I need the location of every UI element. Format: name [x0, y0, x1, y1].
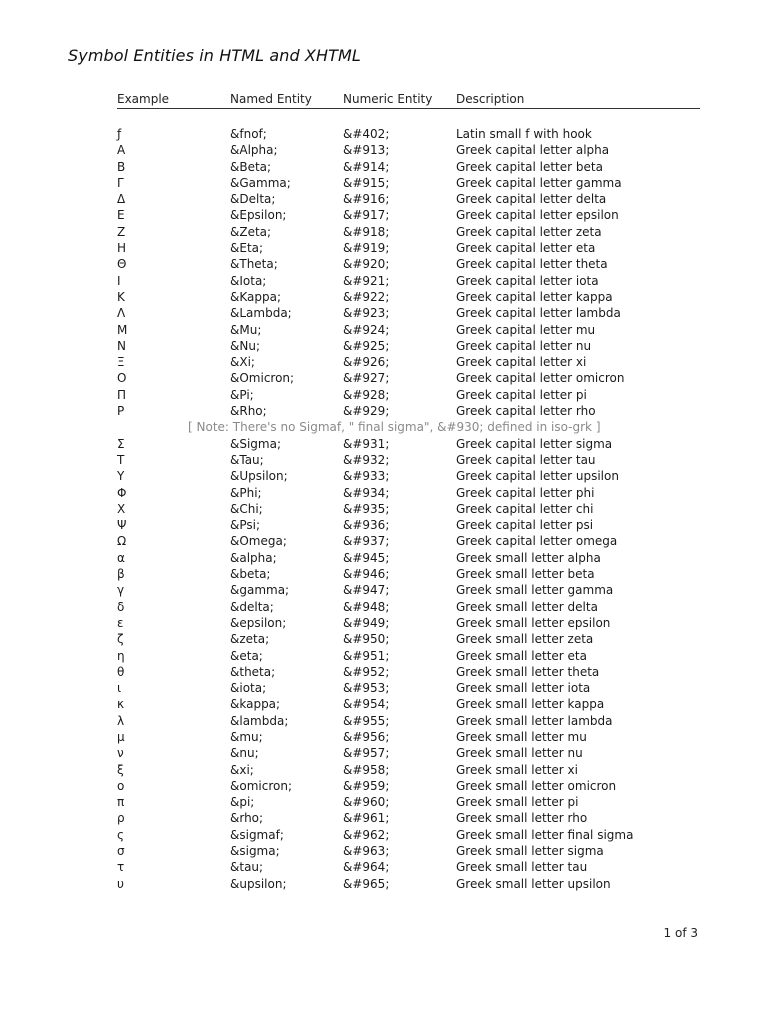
description: Greek small letter sigma [456, 844, 604, 859]
example-glyph: π [117, 795, 125, 810]
description: Greek small letter omicron [456, 778, 617, 793]
example-glyph: Π [117, 387, 127, 402]
example-glyph: Θ [117, 257, 127, 272]
table-row [117, 794, 700, 810]
example-glyph: Σ [117, 436, 125, 451]
numeric-entity: &#949; [343, 615, 390, 630]
example-glyph: ƒ [117, 127, 122, 141]
table-row [117, 696, 700, 712]
table-row [117, 582, 700, 598]
description: Greek small letter iota [456, 681, 591, 696]
numeric-entity: &#959; [343, 778, 390, 793]
example-glyph: σ [117, 844, 125, 859]
numeric-entity: &#965; [343, 876, 390, 891]
description: Greek small letter beta [456, 567, 595, 582]
note-row [117, 419, 700, 435]
numeric-entity: &#952; [343, 664, 390, 679]
numeric-entity: &#950; [343, 632, 390, 647]
named-entity: &Iota; [230, 273, 267, 288]
numeric-entity: &#958; [343, 762, 390, 777]
named-entity: &Eta; [230, 241, 264, 256]
table-row [117, 289, 700, 305]
table-row [117, 322, 700, 338]
example-glyph: υ [117, 876, 124, 891]
named-entity: &Epsilon; [230, 208, 287, 223]
numeric-entity: &#929; [343, 404, 390, 419]
description: Greek capital letter omega [456, 534, 618, 549]
table-row [117, 159, 700, 175]
numeric-entity: &#915; [343, 175, 390, 190]
description: Greek capital letter xi [456, 355, 587, 370]
example-glyph: τ [117, 860, 125, 875]
table-row [117, 876, 700, 892]
description: Greek capital letter delta [456, 192, 607, 207]
table-row [117, 191, 700, 207]
named-entity: &alpha; [230, 550, 277, 565]
description: Greek small letter gamma [456, 583, 614, 598]
named-entity: &sigmaf; [230, 827, 284, 842]
table-row [117, 664, 700, 680]
header-named-entity: Named Entity [230, 92, 312, 106]
description: Greek capital letter alpha [456, 143, 610, 158]
example-glyph: Ο [117, 371, 127, 386]
named-entity: &Chi; [230, 501, 263, 516]
table-row [117, 452, 700, 468]
table-row [117, 778, 700, 794]
table-row [117, 403, 700, 419]
description: Greek small letter pi [456, 795, 579, 810]
example-glyph: Υ [117, 469, 125, 484]
named-entity: &upsilon; [230, 876, 287, 891]
table-row [117, 680, 700, 696]
numeric-entity: &#922; [343, 289, 390, 304]
numeric-entity: &#934; [343, 485, 390, 500]
numeric-entity: &#948; [343, 599, 390, 614]
named-entity: &Beta; [230, 159, 272, 174]
table-row [117, 305, 700, 321]
table-row [117, 599, 700, 615]
example-glyph: Μ [117, 322, 128, 337]
named-entity: &delta; [230, 599, 274, 614]
example-glyph: Β [117, 159, 126, 174]
numeric-entity: &#916; [343, 192, 390, 207]
table-row [117, 810, 700, 826]
example-glyph: Τ [117, 452, 125, 467]
numeric-entity: &#935; [343, 501, 390, 516]
named-entity: &rho; [230, 811, 264, 826]
table-header [117, 92, 700, 109]
example-glyph: Φ [117, 485, 127, 500]
description: Greek small letter mu [456, 729, 587, 744]
table-row [117, 256, 700, 272]
description: Greek capital letter tau [456, 452, 596, 467]
named-entity: &kappa; [230, 697, 281, 712]
example-glyph: ο [117, 778, 125, 793]
example-glyph: η [117, 648, 125, 663]
example-glyph: ν [117, 746, 124, 761]
table-row [117, 713, 700, 729]
table-row [117, 745, 700, 761]
numeric-entity: &#957; [343, 746, 390, 761]
example-glyph: ξ [117, 762, 124, 777]
named-entity: &Gamma; [230, 175, 291, 190]
header-numeric-entity: Numeric Entity [343, 92, 433, 106]
table-row [117, 485, 700, 501]
numeric-entity: &#947; [343, 583, 390, 598]
numeric-entity: &#961; [343, 811, 390, 826]
numeric-entity: &#964; [343, 860, 390, 875]
named-entity: &iota; [230, 681, 267, 696]
numeric-entity: &#936; [343, 518, 390, 533]
named-entity: &Zeta; [230, 224, 272, 239]
example-glyph: ρ [117, 811, 125, 826]
description: Greek capital letter psi [456, 518, 594, 533]
example-glyph: Ι [117, 273, 121, 288]
description: Greek capital letter rho [456, 404, 596, 419]
numeric-entity: &#402; [343, 127, 390, 141]
named-entity: &Delta; [230, 192, 276, 207]
named-entity: &pi; [230, 795, 255, 810]
example-glyph: δ [117, 599, 125, 614]
table-row [117, 142, 700, 158]
named-entity: &zeta; [230, 632, 270, 647]
numeric-entity: &#954; [343, 697, 390, 712]
table-row [117, 436, 700, 452]
description: Greek capital letter lambda [456, 306, 621, 321]
table-row [117, 240, 700, 256]
numeric-entity: &#962; [343, 827, 390, 842]
table-row [117, 354, 700, 370]
numeric-entity: &#932; [343, 452, 390, 467]
table-row [117, 468, 700, 484]
table-row [117, 550, 700, 566]
named-entity: &Phi; [230, 485, 262, 500]
named-entity: &sigma; [230, 844, 280, 859]
table-row [117, 827, 700, 843]
entity-table [117, 92, 700, 892]
example-glyph: ζ [117, 632, 124, 647]
named-entity: &epsilon; [230, 615, 287, 630]
named-entity: &xi; [230, 762, 254, 777]
numeric-entity: &#913; [343, 143, 390, 158]
table-row [117, 387, 700, 403]
table-row [117, 126, 700, 142]
table-row [117, 762, 700, 778]
numeric-entity: &#953; [343, 681, 390, 696]
example-glyph: Ψ [117, 518, 127, 533]
description: Greek small letter zeta [456, 632, 594, 647]
numeric-entity: &#917; [343, 208, 390, 223]
table-body-lower [117, 436, 700, 892]
example-glyph: κ [117, 697, 125, 712]
named-entity: &Xi; [230, 355, 255, 370]
description: Greek capital letter chi [456, 501, 594, 516]
table-row [117, 566, 700, 582]
example-glyph: Χ [117, 501, 126, 516]
example-glyph: Ζ [117, 224, 126, 239]
description: Greek capital letter upsilon [456, 469, 619, 484]
numeric-entity: &#937; [343, 534, 390, 549]
example-glyph: Λ [117, 306, 126, 321]
named-entity: &Alpha; [230, 143, 278, 158]
numeric-entity: &#945; [343, 550, 390, 565]
description: Greek small letter xi [456, 762, 578, 777]
description: Greek small letter kappa [456, 697, 605, 712]
table-row [117, 631, 700, 647]
named-entity: &Rho; [230, 404, 267, 419]
table-row [117, 175, 700, 191]
example-glyph: Κ [117, 289, 125, 304]
example-glyph: Δ [117, 192, 126, 207]
description: Greek capital letter theta [456, 257, 608, 272]
numeric-entity: &#951; [343, 648, 390, 663]
description: Greek capital letter kappa [456, 289, 613, 304]
named-entity: &fnof; [230, 127, 267, 141]
description: Greek small letter eta [456, 648, 587, 663]
page-indicator: 1 of 3 [663, 926, 698, 940]
example-glyph: Ε [117, 208, 125, 223]
numeric-entity: &#914; [343, 159, 390, 174]
numeric-entity: &#923; [343, 306, 390, 321]
header-description: Description [456, 92, 525, 106]
numeric-entity: &#933; [343, 469, 390, 484]
numeric-entity: &#924; [343, 322, 390, 337]
description: Greek capital letter iota [456, 273, 599, 288]
table-row [117, 517, 700, 533]
example-glyph: Ω [117, 534, 127, 549]
named-entity: &mu; [230, 729, 263, 744]
example-glyph: ε [117, 615, 124, 630]
named-entity: &Sigma; [230, 436, 282, 451]
description: Greek capital letter beta [456, 159, 603, 174]
numeric-entity: &#931; [343, 436, 390, 451]
description: Greek small letter rho [456, 811, 588, 826]
example-glyph: Ν [117, 338, 126, 353]
numeric-entity: &#928; [343, 387, 390, 402]
named-entity: &eta; [230, 648, 263, 663]
description: Greek small letter alpha [456, 550, 601, 565]
description: Greek capital letter zeta [456, 224, 602, 239]
example-glyph: Γ [117, 175, 124, 190]
named-entity: &Omega; [230, 534, 287, 549]
note-text: [ Note: There's no Sigmaf, " final sigma", &#930; defined in iso-grk ] [188, 420, 601, 435]
named-entity: &Omicron; [230, 371, 295, 386]
named-entity: &Upsilon; [230, 469, 288, 484]
example-glyph: ι [117, 681, 122, 696]
table-row [117, 729, 700, 745]
named-entity: &nu; [230, 746, 259, 761]
example-glyph: θ [117, 664, 125, 679]
table-row [117, 843, 700, 859]
description: Greek capital letter sigma [456, 436, 613, 451]
named-entity: &Pi; [230, 387, 254, 402]
numeric-entity: &#920; [343, 257, 390, 272]
table-row [117, 273, 700, 289]
table-row [117, 859, 700, 875]
numeric-entity: &#925; [343, 338, 390, 353]
named-entity: &Lambda; [230, 306, 292, 321]
numeric-entity: &#955; [343, 713, 390, 728]
example-glyph: Ξ [117, 355, 125, 370]
named-entity: &Tau; [230, 452, 264, 467]
table-row [117, 338, 700, 354]
table-row [117, 207, 700, 223]
description: Greek capital letter gamma [456, 175, 622, 190]
description: Greek small letter theta [456, 664, 600, 679]
named-entity: &lambda; [230, 713, 289, 728]
table-row [117, 224, 700, 240]
named-entity: &Mu; [230, 322, 262, 337]
table-row [117, 648, 700, 664]
example-glyph: ς [117, 827, 125, 842]
named-entity: &Nu; [230, 338, 260, 353]
numeric-entity: &#926; [343, 355, 390, 370]
named-entity: &omicron; [230, 778, 292, 793]
description: Greek capital letter nu [456, 338, 592, 353]
description: Greek small letter lambda [456, 713, 613, 728]
numeric-entity: &#963; [343, 844, 390, 859]
table-row [117, 533, 700, 549]
description: Greek small letter upsilon [456, 876, 611, 891]
description: Greek small letter final sigma [456, 827, 634, 842]
document-title: Symbol Entities in HTML and XHTML [68, 46, 361, 65]
description: Greek capital letter pi [456, 387, 587, 402]
numeric-entity: &#921; [343, 273, 390, 288]
numeric-entity: &#960; [343, 795, 390, 810]
table-row [117, 501, 700, 517]
numeric-entity: &#927; [343, 371, 390, 386]
named-entity: &beta; [230, 567, 271, 582]
table-row [117, 615, 700, 631]
named-entity: &Psi; [230, 518, 261, 533]
example-glyph: Ρ [117, 404, 125, 419]
description: Greek capital letter epsilon [456, 208, 619, 223]
numeric-entity: &#946; [343, 567, 390, 582]
table-body-upper [117, 126, 700, 419]
named-entity: &theta; [230, 664, 276, 679]
named-entity: &Kappa; [230, 289, 281, 304]
table-row [117, 370, 700, 386]
description: Greek small letter delta [456, 599, 598, 614]
description: Latin small f with hook [456, 127, 592, 141]
numeric-entity: &#919; [343, 241, 390, 256]
example-glyph: β [117, 567, 125, 582]
named-entity: &Theta; [230, 257, 278, 272]
example-glyph: Α [117, 143, 126, 158]
example-glyph: μ [117, 729, 125, 744]
example-glyph: α [117, 550, 125, 565]
description: Greek small letter tau [456, 860, 588, 875]
description: Greek capital letter omicron [456, 371, 625, 386]
example-glyph: γ [117, 583, 125, 598]
example-glyph: λ [117, 713, 125, 728]
header-example: Example [117, 92, 170, 106]
description: Greek small letter epsilon [456, 615, 611, 630]
named-entity: &gamma; [230, 583, 290, 598]
numeric-entity: &#956; [343, 729, 390, 744]
named-entity: &tau; [230, 860, 264, 875]
description: Greek small letter nu [456, 746, 583, 761]
description: Greek capital letter eta [456, 241, 596, 256]
header-spacer [117, 109, 700, 126]
example-glyph: Η [117, 241, 127, 256]
numeric-entity: &#918; [343, 224, 390, 239]
description: Greek capital letter phi [456, 485, 595, 500]
description: Greek capital letter mu [456, 322, 596, 337]
